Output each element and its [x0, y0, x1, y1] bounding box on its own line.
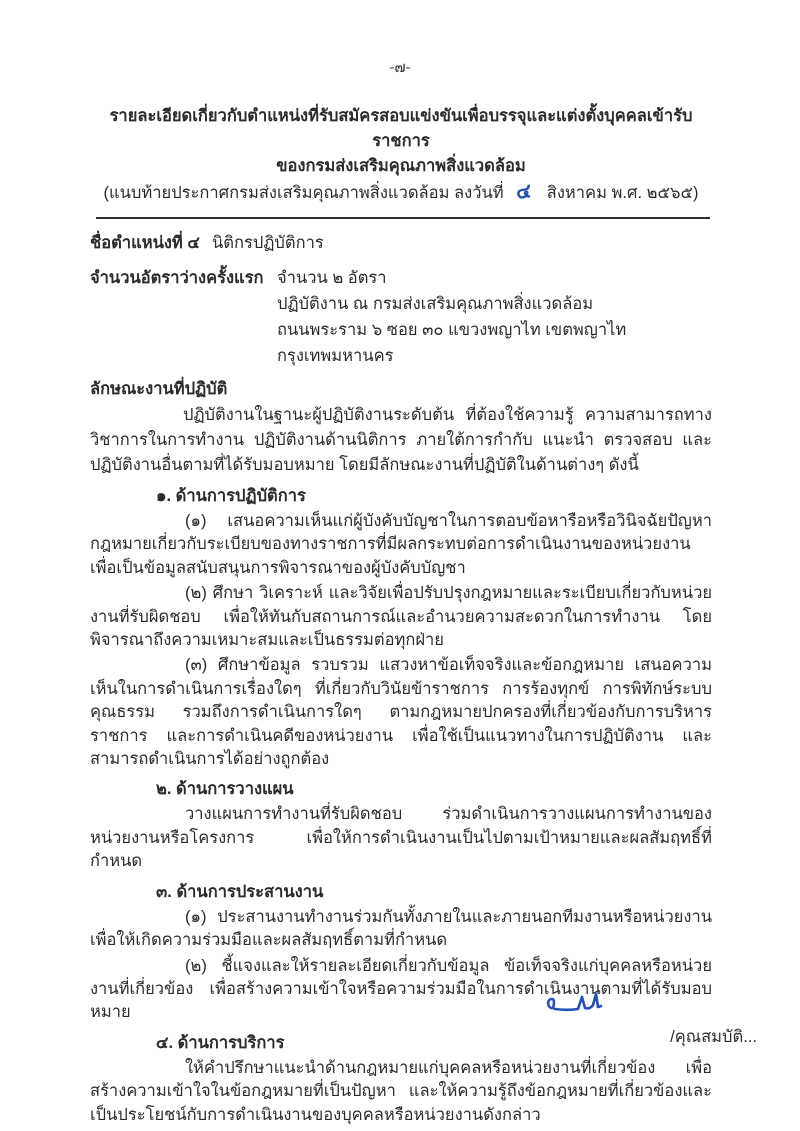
duty-item: (๒) ศึกษา วิเคราะห์ และวิจัยเพื่อปรับปรุงกฎหมายและระเบียบเกี่ยวกับหน่วยงานที่รับผิดชอบ เพื่อให้ทันกับสถานการณ์และอำนวยความสะดวกในการทำงาน โดยพิจารณาถึงความเหมาะสมและเป็นธรรมต่อทุกฝ่าย	[90, 584, 712, 650]
handwritten-date-numeral: ๔	[514, 178, 532, 204]
position-name-row	[90, 232, 712, 255]
duty-item: (๓) ศึกษาข้อมูล รวบรวม แสวงหาข้อเท็จจริงและข้อกฎหมาย เสนอความเห็นในการดำเนินการเรื่องใดๆ ที่เกี่ยวกับวินัยข้าราชการ การร้องทุกข์ การพิทักษ์ระบบคุณธรรม รวมถึงการดำเนินการใดๆ ตามกฎหมายปกครองที่เกี่ยวข้องกับการบริหารราชการ และการดำเนินคดีของหน่วยงาน เพื่อใช้เป็นแนวทางในการปฏิบัติงาน และสามารถดำเนินการได้อย่างถูกต้อง	[90, 656, 712, 769]
duty-item: วางแผนการทำงานที่รับผิดชอบ ร่วมดำเนินการวางแผนการทำงานของหน่วยงานหรือโครงการ เพื่อให้การดำเนินงานเป็นไปตามเป้าหมายและผลสัมฤทธิ์ที่กำหนด	[90, 805, 712, 871]
duty-section-3-heading: ๓. ด้านการประสานงาน	[156, 882, 324, 901]
vacancy-count-line: จำนวน ๒ อัตรา	[277, 269, 387, 287]
vacancy-workplace-line: ปฏิบัติงาน ณ กรมส่งเสริมคุณภาพสิ่งแวดล้อม	[277, 295, 594, 313]
duty-section-3	[90, 881, 712, 1025]
duty-item: (๒) ชี้แจงและให้รายละเอียดเกี่ยวกับข้อมูล ข้อเท็จจริงแก่บุคคลหรือหน่วยงานที่เกี่ยวข้อง เพื่อสร้างความเข้าใจหรือความร่วมมือในการดำเนินงานตามที่ได้รับมอบหมาย	[90, 956, 712, 1022]
document-title-block	[90, 104, 712, 206]
document-subtitle	[90, 179, 712, 206]
position-name-label: ชื่อตำแหน่งที่ ๔	[90, 234, 200, 252]
page-number: -๗-	[389, 59, 411, 76]
duties-intro-paragraph: ปฏิบัติงานในฐานะผู้ปฏิบัติงานระดับต้น ที่ต้องใช้ความรู้ ความสามารถทางวิชาการในการทำงาน ปฏิบัติงานด้านนิติการ ภายใต้การกำกับ แนะนำ ตรวจสอบ และปฏิบัติงานอื่นตามที่ได้รับมอบหมาย โดยมีลักษณะงานที่ปฏิบัติในด้านต่างๆ ดังนี้	[90, 406, 712, 474]
duty-section-4-heading: ๔. ด้านการบริการ	[156, 1033, 285, 1052]
duties-heading: ลักษณะงานที่ปฏิบัติ	[90, 380, 228, 398]
header-divider-rule	[96, 217, 710, 219]
continuation-note: /คุณสมบัติ...	[670, 1028, 757, 1046]
duty-item: ให้คำปรึกษาแนะนำด้านกฎหมายแก่บุคคลหรือหน่วยงานที่เกี่ยวข้อง เพื่อสร้างความเข้าใจในข้อกฎหมายที่เป็นปัญหา และให้ความรู้ถึงข้อกฎหมายที่เกี่ยวข้องและเป็นประโยชน์กับการดำเนินงานของบุคคลหรือหน่วยงานดังกล่าว	[90, 1058, 712, 1124]
duty-item: (๑) ประสานงานทำงานร่วมกันทั้งภายในและภายนอกทีมงานหรือหน่วยงาน เพื่อให้เกิดความร่วมมือและผลสัมฤทธิ์ตามที่กำหนด	[90, 907, 712, 950]
duty-section-4	[90, 1032, 712, 1127]
duty-section-1-heading: ๑. ด้านการปฏิบัติการ	[156, 487, 306, 505]
position-name-value: นิติกรปฏิบัติการ	[212, 234, 324, 252]
subtitle-prefix: (แนบท้ายประกาศกรมส่งเสริมคุณภาพสิ่งแวดล้อม ลงวันที่	[103, 184, 504, 202]
vacancy-address-line: ถนนพระราม ๖ ซอย ๓๐ แขวงพญาไท เขตพญาไท กรุงเทพมหานคร	[277, 321, 627, 365]
duty-section-2	[90, 778, 712, 873]
blue-ink-initials-signature	[545, 982, 613, 1016]
duty-section-2-heading: ๒. ด้านการวางแผน	[156, 780, 294, 799]
duty-item: (๑) เสนอความเห็นแก่ผู้บังคับบัญชาในการตอบข้อหารือหรือวินิจฉัยปัญหากฎหมายเกี่ยวกับระเบียบของทางราชการที่มีผลกระทบต่อการดำเนินงานของหน่วยงาน เพื่อเป็นข้อมูลสนับสนุนการพิจารณาของผู้บังคับบัญชา	[90, 512, 712, 577]
duty-section-1	[90, 485, 712, 771]
vacancy-row	[90, 265, 712, 369]
document-title-line1: รายละเอียดเกี่ยวกับตำแหน่งที่รับสมัครสอบแข่งขันเพื่อบรรจุและแต่งตั้งบุคคลเข้ารับราชการ	[109, 107, 693, 150]
vacancy-details	[277, 265, 712, 369]
vacancy-label: จำนวนอัตราว่างครั้งแรก	[90, 269, 264, 287]
document-title-line2: ของกรมส่งเสริมคุณภาพสิ่งแวดล้อม	[276, 157, 526, 175]
document-body	[0, 104, 800, 1127]
subtitle-suffix: สิงหาคม พ.ศ. ๒๕๖๕)	[546, 184, 699, 202]
